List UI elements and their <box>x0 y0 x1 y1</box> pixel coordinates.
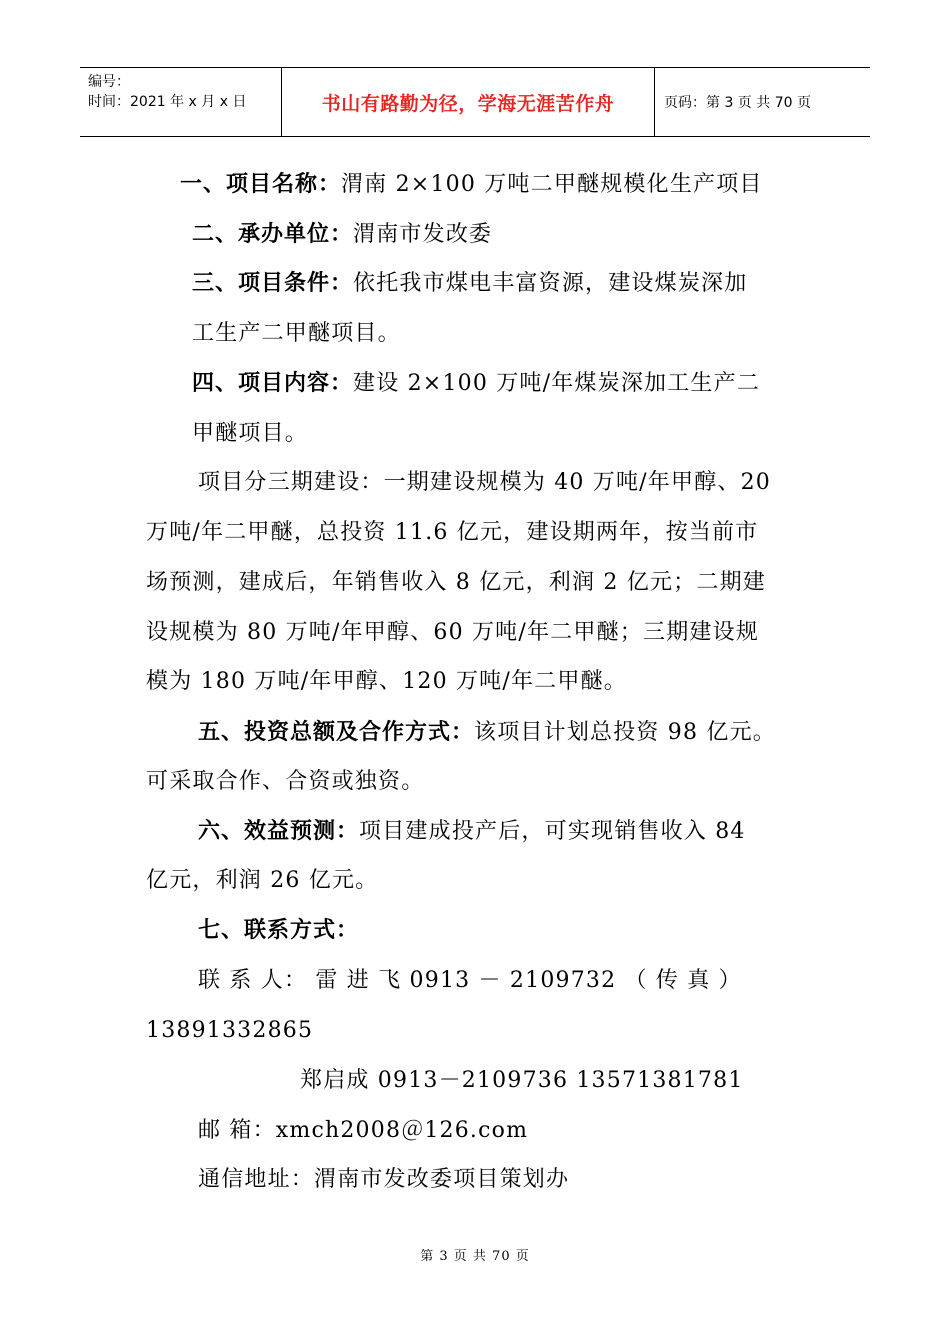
section-project-name <box>180 170 763 200</box>
section-heading: 四、项目内容： <box>192 371 354 396</box>
section-benefit-cont: 亿元，利润 26 亿元。 <box>146 868 379 893</box>
section-investment <box>198 718 776 748</box>
contact-address: 通信地址：渭南市发改委项目策划办 <box>198 1167 570 1192</box>
header-divider-right <box>654 68 655 136</box>
section-content-cont: 甲醚项目。 <box>192 421 309 446</box>
section-heading: 五、投资总额及合作方式： <box>198 720 475 745</box>
section-content <box>192 369 760 399</box>
contact-email: 邮 箱：xmch2008＠126.com <box>198 1118 529 1143</box>
paragraph-line: 设规模为 80 万吨/年甲醇、60 万吨/年二甲醚；三期建设规 <box>146 620 759 645</box>
section-organizer <box>192 220 492 250</box>
header-meta <box>88 72 246 112</box>
paragraph-line: 模为 180 万吨/年甲醇、120 万吨/年二甲醚。 <box>146 669 627 694</box>
section-heading: 一、项目名称： <box>180 172 342 197</box>
section-heading: 二、承办单位： <box>192 222 354 247</box>
section-benefit <box>198 817 746 847</box>
section-text: 依托我市煤电丰富资源，建设煤炭深加 <box>353 271 748 296</box>
section-text: 项目建成投产后，可实现销售收入 84 <box>359 819 746 844</box>
header-motto: 书山有路勤为径，学海无涯苦作舟 <box>321 93 615 115</box>
section-heading: 七、联系方式： <box>198 918 360 943</box>
paragraph-line: 项目分三期建设：一期建设规模为 40 万吨/年甲醇、20 <box>198 470 771 495</box>
contact-phone-1: 13891332865 <box>146 1018 314 1043</box>
section-heading: 六、效益预测： <box>198 819 360 844</box>
contact-person-2: 郑启成 0913－2109736 13571381781 <box>300 1068 744 1093</box>
page-footer: 第 3 页 共 70 页 <box>420 1249 530 1264</box>
paragraph-line: 万吨/年二甲醚，总投资 11.6 亿元，建设期两年，按当前市 <box>146 520 759 545</box>
section-investment-cont: 可采取合作、合资或独资。 <box>146 769 425 794</box>
section-conditions-cont: 工生产二甲醚项目。 <box>192 321 401 346</box>
section-conditions <box>192 269 747 299</box>
section-text: 该项目计划总投资 98 亿元。 <box>474 720 776 745</box>
section-text: 渭南市发改委 <box>353 222 493 247</box>
section-heading: 三、项目条件： <box>192 271 354 296</box>
section-text: 建设 2×100 万吨/年煤炭深加工生产二 <box>353 371 761 396</box>
page-header <box>80 67 870 137</box>
section-text: 渭南 2×100 万吨二甲醚规模化生产项目 <box>341 172 763 197</box>
header-page-info: 页码：第 3 页 共 70 页 <box>664 95 811 111</box>
document-time-label: 时间：2021 年 x 月 x 日 <box>88 94 247 110</box>
document-number-label: 编号： <box>88 74 130 90</box>
paragraph-line: 场预测，建成后，年销售收入 8 亿元，利润 2 亿元；二期建 <box>146 570 766 595</box>
section-contact <box>198 916 359 946</box>
contact-person-1: 联 系 人： 雷 进 飞 0913 － 2109732 （ 传 真 ） <box>198 968 742 993</box>
